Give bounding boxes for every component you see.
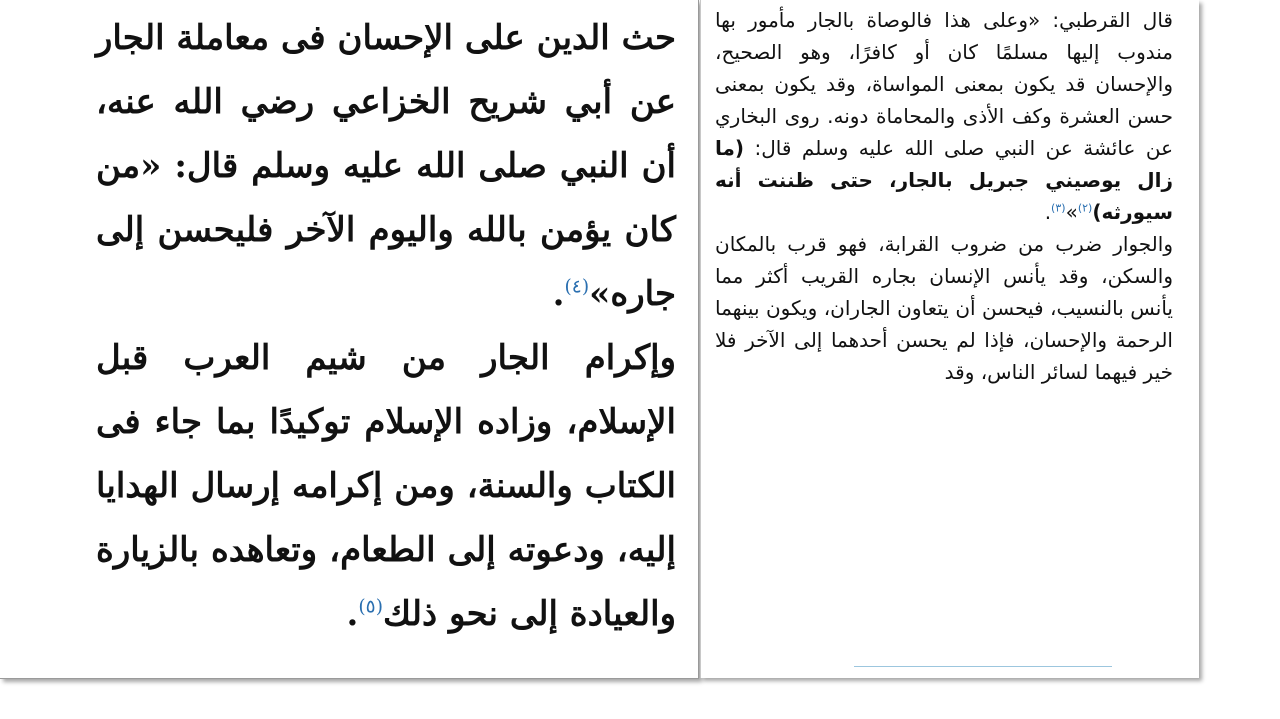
original-page [700,0,1199,678]
text-line: الإسلام، وزاده الإسلام توكيدًا بما جاء فى [96,402,676,442]
text-line: إليه، ودعوته إلى الطعام، وتعاهده بالزيارة [96,530,676,570]
paragraph-neighbor-hadith [96,6,676,326]
text-line: حث الدين على الإحسان فى معاملة الجار [96,18,676,58]
text-line: عن أبي شريح الخزاعي رضي الله عنه، [96,82,676,122]
paragraph-neighborhood [715,228,1173,388]
paragraph-text: والجوار ضرب من ضروب القرابة، فهو قرب بالمكان والسكن، وقد يأنس الإنسان بجاره القريب أكثر مما يأنس بالنسيب، فيحسن أن يتعاون الجاران، ويكون بينهما الرحمة والإحسان، فإذا لم يحسن أحدهما إلى الآخر فلا خير فيهما لسائر الناس، وقد [715,232,1173,384]
sentence-end: . [552,274,565,314]
footnote-marker[interactable]: (٥) [358,596,384,618]
enlarged-text-column [96,6,676,646]
text-line: الكتاب والسنة، ومن إكرامه إرسال الهدايا [96,466,676,506]
paragraph-honoring-neighbor [96,326,676,646]
footnote-divider [854,666,1112,667]
paragraph-text: قال القرطبي: «وعلى هذا فالوصاة بالجار مأمور بها مندوب إليها مسلمًا كان أو كافرًا، وهو الصحيح، والإحسان قد يكون بمعنى المواساة، وقد يكون بمعنى حسن العشرة وكف الأذى والمحاماة دونه. روى البخاري عن عائشة عن النبي صلى الله عليه وسلم قال: [715,8,1174,160]
sentence-end: . [346,594,359,634]
hadith-text: (ما زال يوصيني جبريل بالجار، حتى ظننت أنه سيورثه) [715,136,1173,224]
text-line: والعيادة إلى نحو ذلك [383,594,676,634]
footnote-marker[interactable]: (٢) [1077,201,1093,215]
sentence-end: . [1044,200,1052,224]
footnote-marker[interactable]: (٣) [1051,201,1066,215]
quote-close: » [1065,200,1078,224]
text-line: كان يؤمن بالله واليوم الآخر فليحسن إلى [96,210,676,250]
original-text-column [715,4,1173,388]
text-line: وإكرام الجار من شيم العرب قبل [96,338,676,378]
text-line: أن النبي صلى الله عليه وسلم قال: «من [96,146,676,186]
text-line: جاره» [589,274,676,314]
footnote-marker[interactable]: (٤) [564,276,590,298]
paragraph-qurtubi [715,4,1173,228]
